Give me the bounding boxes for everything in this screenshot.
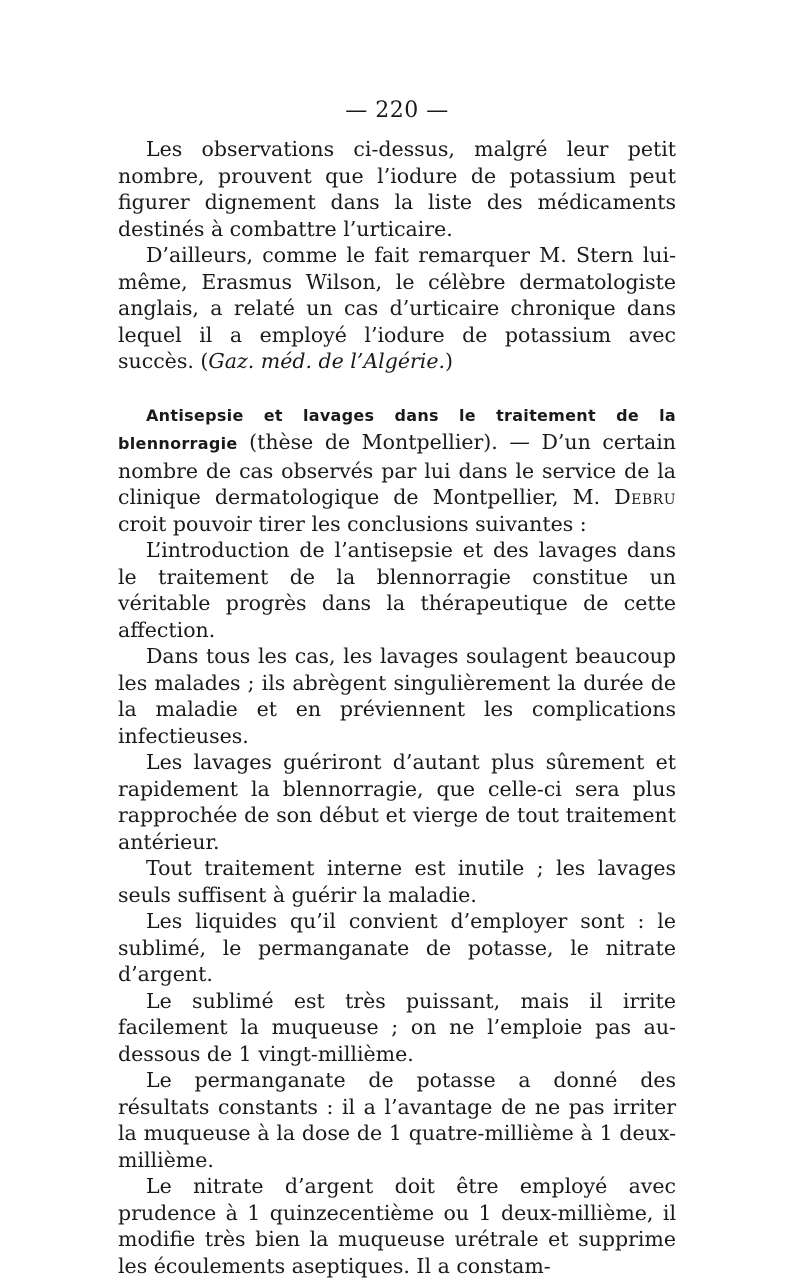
conclusion-7: Le permanganate de potasse a donné des résultats constants : il a l’avantage de ne pas irriter la muqueuse à la dose de 1 quatre-millième à 1 deux-millième. xyxy=(118,1068,676,1172)
section-heading: Antisepsie et lavages dans le traitement de la blennorragie xyxy=(118,405,676,453)
paragraph-urticaria-conclusion: Les observations ci-dessus, malgré leur petit nombre, prouvent que l’iodure de potassium peut figurer dignement dans la liste des médicaments destinés à combattre l’urticaire. xyxy=(118,137,676,241)
conclusion-1: L’introduction de l’antisepsie et des lavages dans le traitement de la blennorragie constitue un véritable progrès dans la thérapeutique de cette affection. xyxy=(118,538,676,642)
source-citation: Gaz. méd. de l’Algérie. xyxy=(208,349,445,373)
intro-text-a: (thèse de Montpellier). — D’un certain nombre de cas observés par lui dans le service de la clinique dermatologique de Montpellier, M. xyxy=(118,430,676,509)
section-spacer xyxy=(118,375,676,401)
conclusion-3: Les lavages guériront d’autant plus sûrement et rapidement la blennorragie, que celle-ci sera plus rapprochée de son début et vierge de tout traitement antérieur. xyxy=(118,750,676,854)
paragraph-wilson-case xyxy=(118,242,676,375)
conclusion-8: Le nitrate d’argent doit être employé avec prudence à 1 quinzecentième ou 1 deux-millième, il modifie très bien la muqueuse urétrale et supprime les écoulements aseptiques. Il a constam- xyxy=(118,1174,676,1278)
conclusion-4: Tout traitement interne est inutile ; les lavages seuls suffisent à guérir la maladie. xyxy=(118,856,676,907)
author-name: Debru xyxy=(614,485,676,509)
intro-text-b: croit pouvoir tirer les conclusions suivantes : xyxy=(118,511,587,536)
page-number: — 220 — xyxy=(345,98,449,123)
section-intro xyxy=(118,401,676,538)
conclusion-5: Les liquides qu’il convient d’employer sont : le sublimé, le permanganate de potasse, le nitrate d’argent. xyxy=(118,909,676,986)
conclusion-6: Le sublimé est très puissant, mais il irrite facilement la muqueuse ; on ne l’emploie pas au-dessous de 1 vingt-millième. xyxy=(118,988,676,1066)
paragraph-text: D’ailleurs, comme le fait remarquer M. Stern lui-même, Erasmus Wilson, le célèbre dermatologiste anglais, a relaté un cas d’urticaire chronique dans lequel il a employé l’iodure de potassium avec succès. ( xyxy=(118,243,676,373)
conclusion-2: Dans tous les cas, les lavages soulagent beaucoup les malades ; ils abrègent singulièrement la durée de la maladie et en préviennent les complications infectieuses. xyxy=(118,644,676,748)
closing-paren: ) xyxy=(445,349,453,373)
document-page xyxy=(118,96,676,1279)
